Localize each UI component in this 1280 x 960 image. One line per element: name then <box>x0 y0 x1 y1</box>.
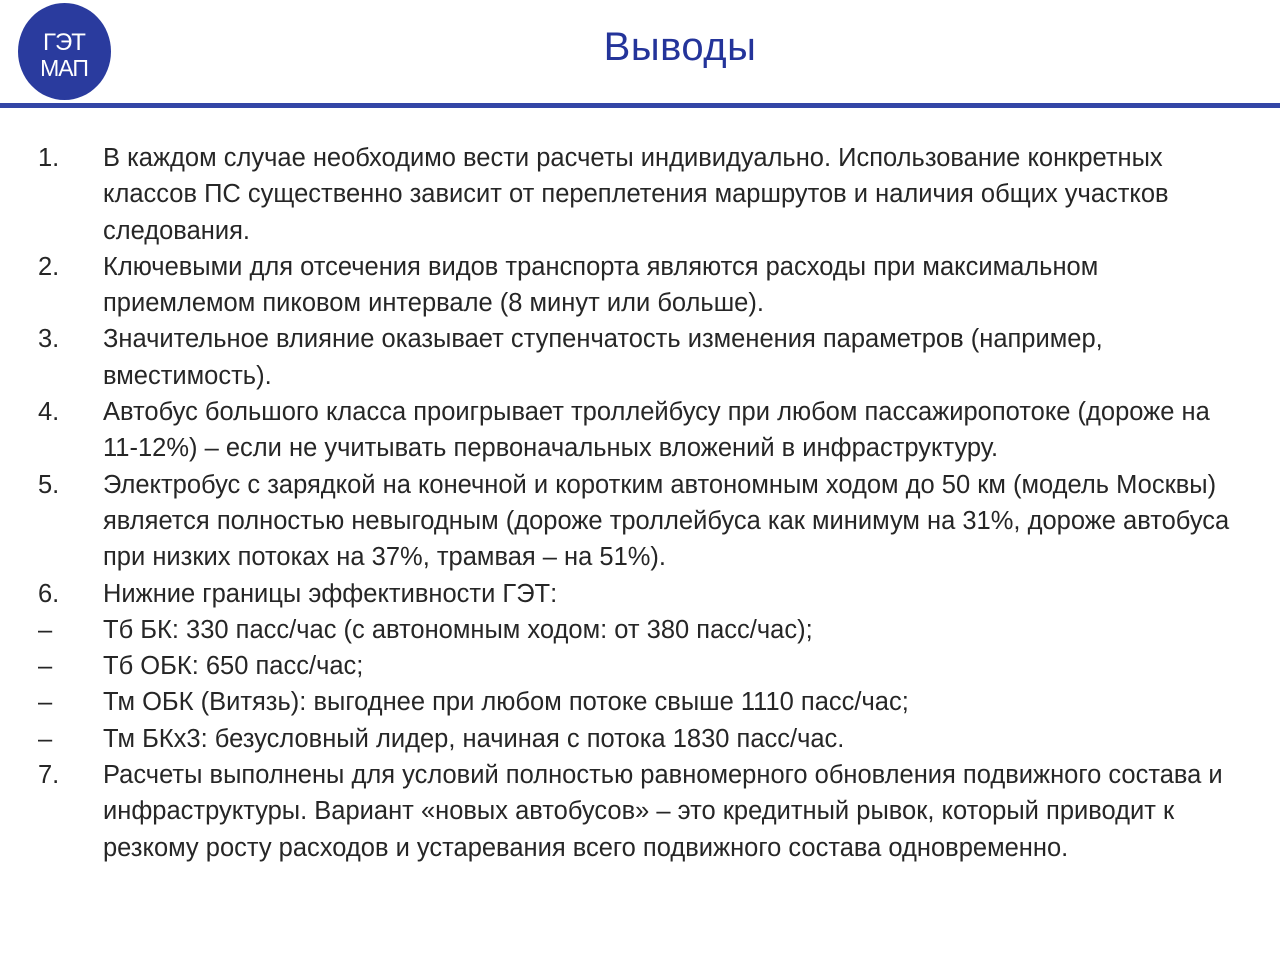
list-item <box>0 721 1280 757</box>
list-item <box>0 757 1280 866</box>
list-item <box>0 394 1280 467</box>
list-item-marker: – <box>38 688 53 717</box>
list-item-text: Тб БК: 330 пасс/час (с автономным ходом: от 380 пасс/час); <box>103 615 813 644</box>
header-divider <box>0 103 1280 108</box>
list-item-marker: 7. <box>38 761 60 790</box>
page-title: Выводы <box>603 25 757 69</box>
logo-text-bottom: МАП <box>40 55 88 81</box>
slide-header <box>0 0 1280 104</box>
list-item-marker: 4. <box>38 398 60 427</box>
list-item-marker: – <box>38 652 53 681</box>
list-item-marker: 3. <box>38 325 60 354</box>
list-item <box>0 140 1280 249</box>
list-item-text: Значительное влияние оказывает ступенчатость изменения параметров (например, вместимость). <box>103 325 1103 390</box>
list-item <box>0 684 1280 720</box>
list-item-marker: 5. <box>38 470 60 499</box>
list-item-marker: – <box>38 724 53 753</box>
conclusions-list <box>0 140 1280 866</box>
list-item-text: Ключевыми для отсечения видов транспорта являются расходы при максимальном приемлемом пиковом интервале (8 минут или больше). <box>103 252 1099 318</box>
list-item <box>0 648 1280 684</box>
list-item <box>0 612 1280 648</box>
list-item-text: Расчеты выполнены для условий полностью равномерного обновления подвижного состава и инфраструктуры. Вариант «новых автобусов» – это кредитный рывок, который приводит к резкому росту расходов и устаревания всего подвижного состава одновременно. <box>103 761 1223 862</box>
list-item-marker: 1. <box>38 144 60 172</box>
list-item-text: Тб ОБК: 650 пасс/час; <box>103 652 364 681</box>
list-item-text: Тм ОБК (Витязь): выгоднее при любом потоке свыше 1110 пасс/час; <box>103 688 909 717</box>
list-item-text: Тм БКх3: безусловный лидер, начиная с потока 1830 пасс/час. <box>103 724 845 753</box>
list-item <box>0 467 1280 576</box>
logo-text-top: ГЭТ <box>43 29 85 56</box>
list-item-marker: 2. <box>38 252 60 281</box>
list-item-marker: 6. <box>38 579 60 608</box>
list-item-text: Электробус с зарядкой на конечной и коротким автономным ходом до 50 км (модель Москвы) является полностью невыгодным (дороже троллейбуса как минимум на 31%, дороже автобуса при низких потоках на 37%, трамвая – на 51%). <box>103 470 1230 572</box>
list-item-marker: – <box>38 615 53 644</box>
list-item-text: Автобус большого класса проигрывает троллейбусу при любом пассажиропотоке (дороже на 11-12%) – если не учитывать первоначальных вложений в инфраструктуру. <box>103 398 1210 463</box>
list-item <box>0 576 1280 612</box>
list-item-text: В каждом случае необходимо вести расчеты индивидуально. Использование конкретных классов ПС существенно зависит от переплетения маршрутов и наличия общих участков следования. <box>103 144 1169 245</box>
list-item-text: Нижние границы эффективности ГЭТ: <box>103 579 558 608</box>
list-item <box>0 249 1280 322</box>
list-item <box>0 321 1280 394</box>
